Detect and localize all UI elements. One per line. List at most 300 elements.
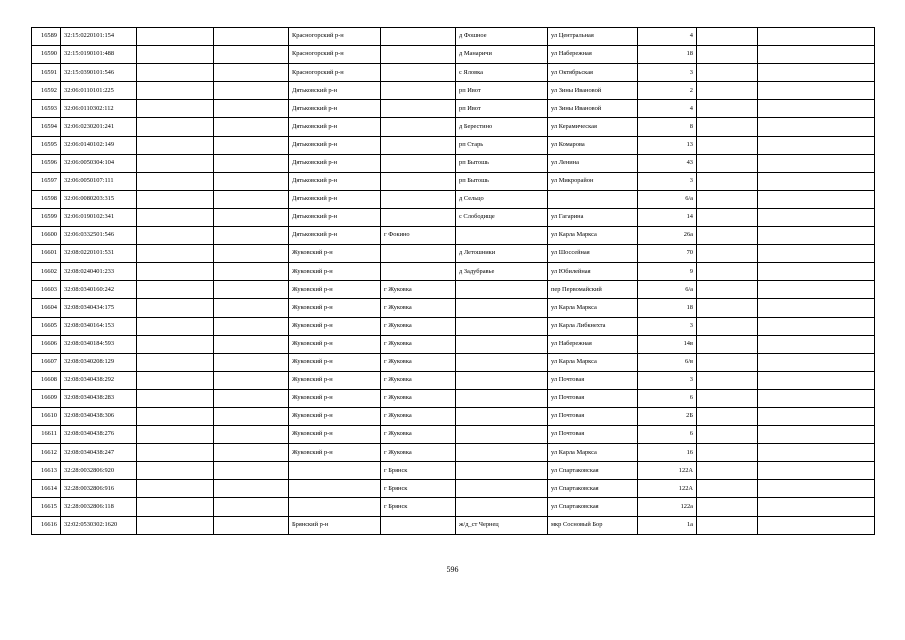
cell-col-blank-4 — [758, 190, 875, 208]
cell-col-blank-1 — [137, 208, 214, 226]
cell-col-blank-4 — [758, 172, 875, 190]
cell-city — [381, 100, 456, 118]
cell-col-blank-2 — [214, 46, 289, 64]
cell-settlement — [456, 462, 548, 480]
cell-col-blank-2 — [214, 82, 289, 100]
cell-district: Жуковский р-н — [289, 353, 381, 371]
cell-col-blank-4 — [758, 371, 875, 389]
cell-street: ул Спартаковская — [548, 462, 638, 480]
cell-house-number: 43 — [638, 154, 697, 172]
cell-district: Жуковский р-н — [289, 426, 381, 444]
cell-col-blank-4 — [758, 245, 875, 263]
cell-house-number: 70 — [638, 245, 697, 263]
cell-col-blank-2 — [214, 335, 289, 353]
cell-cadastral-number: 32:28:0032806:916 — [61, 480, 137, 498]
cell-house-number: 3 — [638, 172, 697, 190]
cell-col-blank-1 — [137, 389, 214, 407]
cell-street: ул Гагарина — [548, 208, 638, 226]
table-row — [32, 118, 875, 136]
cell-district: Дятьковский р-н — [289, 172, 381, 190]
cell-settlement — [456, 299, 548, 317]
cell-city — [381, 190, 456, 208]
cell-cadastral-number: 32:08:0340438:247 — [61, 444, 137, 462]
cell-cadastral-number: 32:06:0050304:104 — [61, 154, 137, 172]
cell-col-blank-3 — [697, 516, 758, 534]
cell-city — [381, 263, 456, 281]
cell-record-number: 16609 — [32, 389, 61, 407]
cell-district: Жуковский р-н — [289, 389, 381, 407]
cell-street: мкр Сосновый Бор — [548, 516, 638, 534]
cell-district: Жуковский р-н — [289, 407, 381, 425]
cell-district: Жуковский р-н — [289, 263, 381, 281]
cell-settlement — [456, 407, 548, 425]
cell-district: Дятьковский р-н — [289, 100, 381, 118]
cell-city: г Брянск — [381, 480, 456, 498]
cell-street — [548, 190, 638, 208]
cell-col-blank-3 — [697, 426, 758, 444]
cell-cadastral-number: 32:28:0032806:920 — [61, 462, 137, 480]
cell-col-blank-1 — [137, 335, 214, 353]
cell-city: г Жуковка — [381, 335, 456, 353]
cell-district: Красногорский р-н — [289, 64, 381, 82]
cell-col-blank-3 — [697, 407, 758, 425]
cell-col-blank-3 — [697, 371, 758, 389]
cell-settlement: ж/д_ст Чернец — [456, 516, 548, 534]
cell-cadastral-number: 32:06:0110302:112 — [61, 100, 137, 118]
cell-record-number: 16597 — [32, 172, 61, 190]
cell-record-number: 16616 — [32, 516, 61, 534]
cell-col-blank-2 — [214, 480, 289, 498]
cell-col-blank-4 — [758, 407, 875, 425]
cell-col-blank-4 — [758, 335, 875, 353]
cell-col-blank-2 — [214, 100, 289, 118]
table-row — [32, 480, 875, 498]
cell-cadastral-number: 32:08:0220101:531 — [61, 245, 137, 263]
cell-col-blank-4 — [758, 100, 875, 118]
cell-street: ул Карла Маркса — [548, 444, 638, 462]
cell-col-blank-4 — [758, 317, 875, 335]
cell-col-blank-1 — [137, 444, 214, 462]
cell-house-number: 4 — [638, 100, 697, 118]
cell-settlement: д Летошники — [456, 245, 548, 263]
cell-col-blank-2 — [214, 263, 289, 281]
cell-city — [381, 516, 456, 534]
cell-street: ул Почтовая — [548, 426, 638, 444]
cell-street: ул Спартаковская — [548, 498, 638, 516]
cell-cadastral-number: 32:02:0530302:1620 — [61, 516, 137, 534]
cell-cadastral-number: 32:06:0230201:241 — [61, 118, 137, 136]
table-row — [32, 462, 875, 480]
cell-house-number: 1а — [638, 516, 697, 534]
cell-street: ул Набережная — [548, 46, 638, 64]
cell-city: г Жуковка — [381, 299, 456, 317]
cell-house-number: 6/а — [638, 281, 697, 299]
cell-city — [381, 172, 456, 190]
cell-col-blank-1 — [137, 136, 214, 154]
cell-record-number: 16589 — [32, 28, 61, 46]
cell-city — [381, 154, 456, 172]
cell-record-number: 16596 — [32, 154, 61, 172]
table-row — [32, 64, 875, 82]
cell-col-blank-3 — [697, 154, 758, 172]
cell-record-number: 16594 — [32, 118, 61, 136]
cell-record-number: 16601 — [32, 245, 61, 263]
cell-col-blank-2 — [214, 353, 289, 371]
cell-cadastral-number: 32:06:0050107:111 — [61, 172, 137, 190]
cell-cadastral-number: 32:15:0390101:546 — [61, 64, 137, 82]
cell-cadastral-number: 32:08:0340438:283 — [61, 389, 137, 407]
cell-col-blank-4 — [758, 480, 875, 498]
cell-col-blank-1 — [137, 172, 214, 190]
cell-record-number: 16608 — [32, 371, 61, 389]
cell-city: г Жуковка — [381, 353, 456, 371]
cell-district: Дятьковский р-н — [289, 82, 381, 100]
cell-house-number: 3 — [638, 317, 697, 335]
cell-settlement — [456, 426, 548, 444]
cell-house-number: 16 — [638, 444, 697, 462]
cell-record-number: 16592 — [32, 82, 61, 100]
table-row — [32, 281, 875, 299]
cell-record-number: 16591 — [32, 64, 61, 82]
cell-col-blank-3 — [697, 28, 758, 46]
cell-col-blank-2 — [214, 28, 289, 46]
cell-house-number: 4 — [638, 28, 697, 46]
cell-col-blank-2 — [214, 299, 289, 317]
cell-col-blank-2 — [214, 172, 289, 190]
cell-district: Жуковский р-н — [289, 281, 381, 299]
cell-col-blank-1 — [137, 118, 214, 136]
cell-record-number: 16612 — [32, 444, 61, 462]
cell-col-blank-4 — [758, 462, 875, 480]
cell-col-blank-4 — [758, 136, 875, 154]
cell-cadastral-number: 32:06:0110101:225 — [61, 82, 137, 100]
cell-col-blank-4 — [758, 426, 875, 444]
cell-col-blank-2 — [214, 426, 289, 444]
cell-col-blank-2 — [214, 407, 289, 425]
cell-settlement: рп Старь — [456, 136, 548, 154]
cell-city: г Жуковка — [381, 281, 456, 299]
cell-settlement: с Слободище — [456, 208, 548, 226]
cell-house-number: 14в — [638, 335, 697, 353]
table-row — [32, 208, 875, 226]
cell-col-blank-1 — [137, 28, 214, 46]
cell-street: ул Зины Ивановой — [548, 100, 638, 118]
cell-col-blank-2 — [214, 64, 289, 82]
cell-house-number: 6/а — [638, 190, 697, 208]
table-row — [32, 335, 875, 353]
cell-city — [381, 118, 456, 136]
cell-col-blank-1 — [137, 407, 214, 425]
table-row — [32, 371, 875, 389]
cell-street: ул Шоссейная — [548, 245, 638, 263]
table-row — [32, 136, 875, 154]
table-row — [32, 389, 875, 407]
cell-house-number: 9 — [638, 263, 697, 281]
cell-col-blank-2 — [214, 208, 289, 226]
cell-settlement: д Сельцо — [456, 190, 548, 208]
cell-street: ул Почтовая — [548, 407, 638, 425]
cell-record-number: 16611 — [32, 426, 61, 444]
cell-col-blank-3 — [697, 64, 758, 82]
cell-cadastral-number: 32:06:0140102:149 — [61, 136, 137, 154]
cell-col-blank-1 — [137, 154, 214, 172]
cell-col-blank-4 — [758, 498, 875, 516]
cell-col-blank-3 — [697, 118, 758, 136]
cell-record-number: 16602 — [32, 263, 61, 281]
cell-record-number: 16595 — [32, 136, 61, 154]
cell-col-blank-3 — [697, 498, 758, 516]
cell-district — [289, 462, 381, 480]
cell-col-blank-1 — [137, 516, 214, 534]
cell-col-blank-2 — [214, 281, 289, 299]
cell-record-number: 16614 — [32, 480, 61, 498]
cell-record-number: 16605 — [32, 317, 61, 335]
cell-street: ул Зины Ивановой — [548, 82, 638, 100]
cell-street: ул Карла Маркса — [548, 299, 638, 317]
cell-district: Дятьковский р-н — [289, 208, 381, 226]
cell-house-number: 13 — [638, 136, 697, 154]
table-row — [32, 299, 875, 317]
cell-col-blank-3 — [697, 190, 758, 208]
cell-col-blank-4 — [758, 28, 875, 46]
cell-col-blank-1 — [137, 64, 214, 82]
cell-cadastral-number: 32:08:0340438:306 — [61, 407, 137, 425]
cell-col-blank-1 — [137, 353, 214, 371]
cell-col-blank-1 — [137, 480, 214, 498]
cell-district: Красногорский р-н — [289, 46, 381, 64]
cell-district: Жуковский р-н — [289, 335, 381, 353]
cell-street: ул Октябрьская — [548, 64, 638, 82]
table-row — [32, 190, 875, 208]
cell-district — [289, 498, 381, 516]
cell-record-number: 16615 — [32, 498, 61, 516]
cell-house-number: 2Б — [638, 407, 697, 425]
cell-col-blank-1 — [137, 100, 214, 118]
cell-street: ул Комарова — [548, 136, 638, 154]
cell-district: Дятьковский р-н — [289, 118, 381, 136]
cell-street: ул Центральная — [548, 28, 638, 46]
cell-district: Жуковский р-н — [289, 299, 381, 317]
cell-cadastral-number: 32:08:0340184:593 — [61, 335, 137, 353]
cell-col-blank-2 — [214, 317, 289, 335]
cell-street: ул Почтовая — [548, 389, 638, 407]
cell-col-blank-2 — [214, 118, 289, 136]
table-row — [32, 28, 875, 46]
cell-record-number: 16598 — [32, 190, 61, 208]
cell-col-blank-2 — [214, 389, 289, 407]
cell-col-blank-1 — [137, 82, 214, 100]
cell-col-blank-4 — [758, 82, 875, 100]
cell-settlement: д Манаричи — [456, 46, 548, 64]
cell-street: ул Микрорайон — [548, 172, 638, 190]
records-table — [31, 27, 875, 535]
cell-col-blank-2 — [214, 498, 289, 516]
cell-district: Жуковский р-н — [289, 245, 381, 263]
cell-city: г Брянск — [381, 498, 456, 516]
cell-house-number: 18 — [638, 299, 697, 317]
cell-house-number: 122а — [638, 498, 697, 516]
cell-col-blank-4 — [758, 118, 875, 136]
cell-house-number: 122А — [638, 462, 697, 480]
cell-street: ул Карла Либкнехта — [548, 317, 638, 335]
cell-col-blank-4 — [758, 154, 875, 172]
cell-record-number: 16610 — [32, 407, 61, 425]
cell-cadastral-number: 32:08:0240401:233 — [61, 263, 137, 281]
cell-col-blank-2 — [214, 371, 289, 389]
cell-cadastral-number: 32:15:0190101:488 — [61, 46, 137, 64]
table-row — [32, 154, 875, 172]
cell-settlement — [456, 389, 548, 407]
cell-col-blank-4 — [758, 64, 875, 82]
cell-cadastral-number: 32:28:0032806:118 — [61, 498, 137, 516]
cell-col-blank-2 — [214, 462, 289, 480]
cell-street: ул Юбилейная — [548, 263, 638, 281]
cell-district: Дятьковский р-н — [289, 154, 381, 172]
cell-col-blank-3 — [697, 299, 758, 317]
cell-col-blank-2 — [214, 227, 289, 245]
cell-city: г Жуковка — [381, 426, 456, 444]
cell-col-blank-2 — [214, 245, 289, 263]
cell-settlement: д Берестино — [456, 118, 548, 136]
cell-col-blank-3 — [697, 245, 758, 263]
cell-record-number: 16606 — [32, 335, 61, 353]
cell-city: г Жуковка — [381, 444, 456, 462]
cell-city — [381, 208, 456, 226]
cell-district — [289, 480, 381, 498]
cell-col-blank-2 — [214, 136, 289, 154]
cell-street: ул Керамическая — [548, 118, 638, 136]
cell-col-blank-3 — [697, 208, 758, 226]
cell-record-number: 16599 — [32, 208, 61, 226]
cell-col-blank-3 — [697, 462, 758, 480]
cell-col-blank-1 — [137, 245, 214, 263]
cell-settlement: рп Бытошь — [456, 154, 548, 172]
cell-city — [381, 82, 456, 100]
cell-settlement: д Фошное — [456, 28, 548, 46]
cell-col-blank-4 — [758, 353, 875, 371]
cell-col-blank-2 — [214, 444, 289, 462]
cell-col-blank-3 — [697, 82, 758, 100]
table-row — [32, 172, 875, 190]
cell-col-blank-1 — [137, 227, 214, 245]
cell-record-number: 16604 — [32, 299, 61, 317]
cell-district: Жуковский р-н — [289, 317, 381, 335]
cell-col-blank-3 — [697, 227, 758, 245]
table-row — [32, 426, 875, 444]
cell-col-blank-4 — [758, 263, 875, 281]
cell-col-blank-3 — [697, 317, 758, 335]
cell-district: Дятьковский р-н — [289, 136, 381, 154]
cell-col-blank-1 — [137, 299, 214, 317]
table-row — [32, 353, 875, 371]
cell-house-number: 6 — [638, 426, 697, 444]
cell-col-blank-1 — [137, 462, 214, 480]
cell-city: г Брянск — [381, 462, 456, 480]
cell-col-blank-3 — [697, 172, 758, 190]
cell-house-number: 6/в — [638, 353, 697, 371]
cell-city: г Жуковка — [381, 389, 456, 407]
cell-cadastral-number: 32:08:0340434:175 — [61, 299, 137, 317]
table-row — [32, 263, 875, 281]
cell-cadastral-number: 32:06:0332501:546 — [61, 227, 137, 245]
cell-city: г Жуковка — [381, 317, 456, 335]
cell-record-number: 16593 — [32, 100, 61, 118]
table-row — [32, 407, 875, 425]
cell-cadastral-number: 32:08:0340164:153 — [61, 317, 137, 335]
cell-col-blank-1 — [137, 281, 214, 299]
cell-house-number: 6 — [638, 389, 697, 407]
cell-col-blank-2 — [214, 190, 289, 208]
cell-cadastral-number: 32:15:0220101:154 — [61, 28, 137, 46]
cell-col-blank-3 — [697, 480, 758, 498]
cell-settlement: д Задубравье — [456, 263, 548, 281]
records-table-body — [32, 28, 875, 535]
table-row — [32, 317, 875, 335]
table-row — [32, 82, 875, 100]
cell-house-number: 26а — [638, 227, 697, 245]
cell-col-blank-4 — [758, 281, 875, 299]
cell-city — [381, 136, 456, 154]
cell-col-blank-4 — [758, 516, 875, 534]
cell-col-blank-1 — [137, 46, 214, 64]
cell-district: Жуковский р-н — [289, 371, 381, 389]
cell-city: г Жуковка — [381, 371, 456, 389]
cell-street: ул Набережная — [548, 335, 638, 353]
table-row — [32, 100, 875, 118]
cell-street: ул Почтовая — [548, 371, 638, 389]
cell-cadastral-number: 32:08:0340438:276 — [61, 426, 137, 444]
cell-col-blank-1 — [137, 371, 214, 389]
cell-record-number: 16613 — [32, 462, 61, 480]
cell-city — [381, 46, 456, 64]
cell-col-blank-1 — [137, 426, 214, 444]
cell-city — [381, 64, 456, 82]
cell-col-blank-3 — [697, 100, 758, 118]
cell-col-blank-3 — [697, 46, 758, 64]
table-row — [32, 245, 875, 263]
cell-col-blank-3 — [697, 335, 758, 353]
cell-col-blank-3 — [697, 444, 758, 462]
table-row — [32, 516, 875, 534]
cell-settlement: рп Ивот — [456, 82, 548, 100]
cell-house-number: 14 — [638, 208, 697, 226]
table-row — [32, 498, 875, 516]
cell-col-blank-1 — [137, 317, 214, 335]
page-number: 596 — [446, 565, 459, 574]
table-row — [32, 444, 875, 462]
cell-street: ул Спартаковская — [548, 480, 638, 498]
cell-house-number: 3 — [638, 371, 697, 389]
cell-street: ул Карла Маркса — [548, 353, 638, 371]
table-row — [32, 46, 875, 64]
cell-district: Дятьковский р-н — [289, 190, 381, 208]
cell-col-blank-3 — [697, 389, 758, 407]
cell-settlement — [456, 444, 548, 462]
cell-settlement — [456, 480, 548, 498]
cell-cadastral-number: 32:08:0340438:292 — [61, 371, 137, 389]
cell-record-number: 16603 — [32, 281, 61, 299]
cell-house-number: 2 — [638, 82, 697, 100]
cell-street: пер Первомайский — [548, 281, 638, 299]
cell-col-blank-3 — [697, 136, 758, 154]
cell-house-number: 18 — [638, 46, 697, 64]
cell-settlement: с Яловка — [456, 64, 548, 82]
cell-city: г Жуковка — [381, 407, 456, 425]
cell-col-blank-4 — [758, 208, 875, 226]
cell-settlement — [456, 317, 548, 335]
cell-street: ул Карла Маркса — [548, 227, 638, 245]
cell-cadastral-number: 32:06:0190102:341 — [61, 208, 137, 226]
